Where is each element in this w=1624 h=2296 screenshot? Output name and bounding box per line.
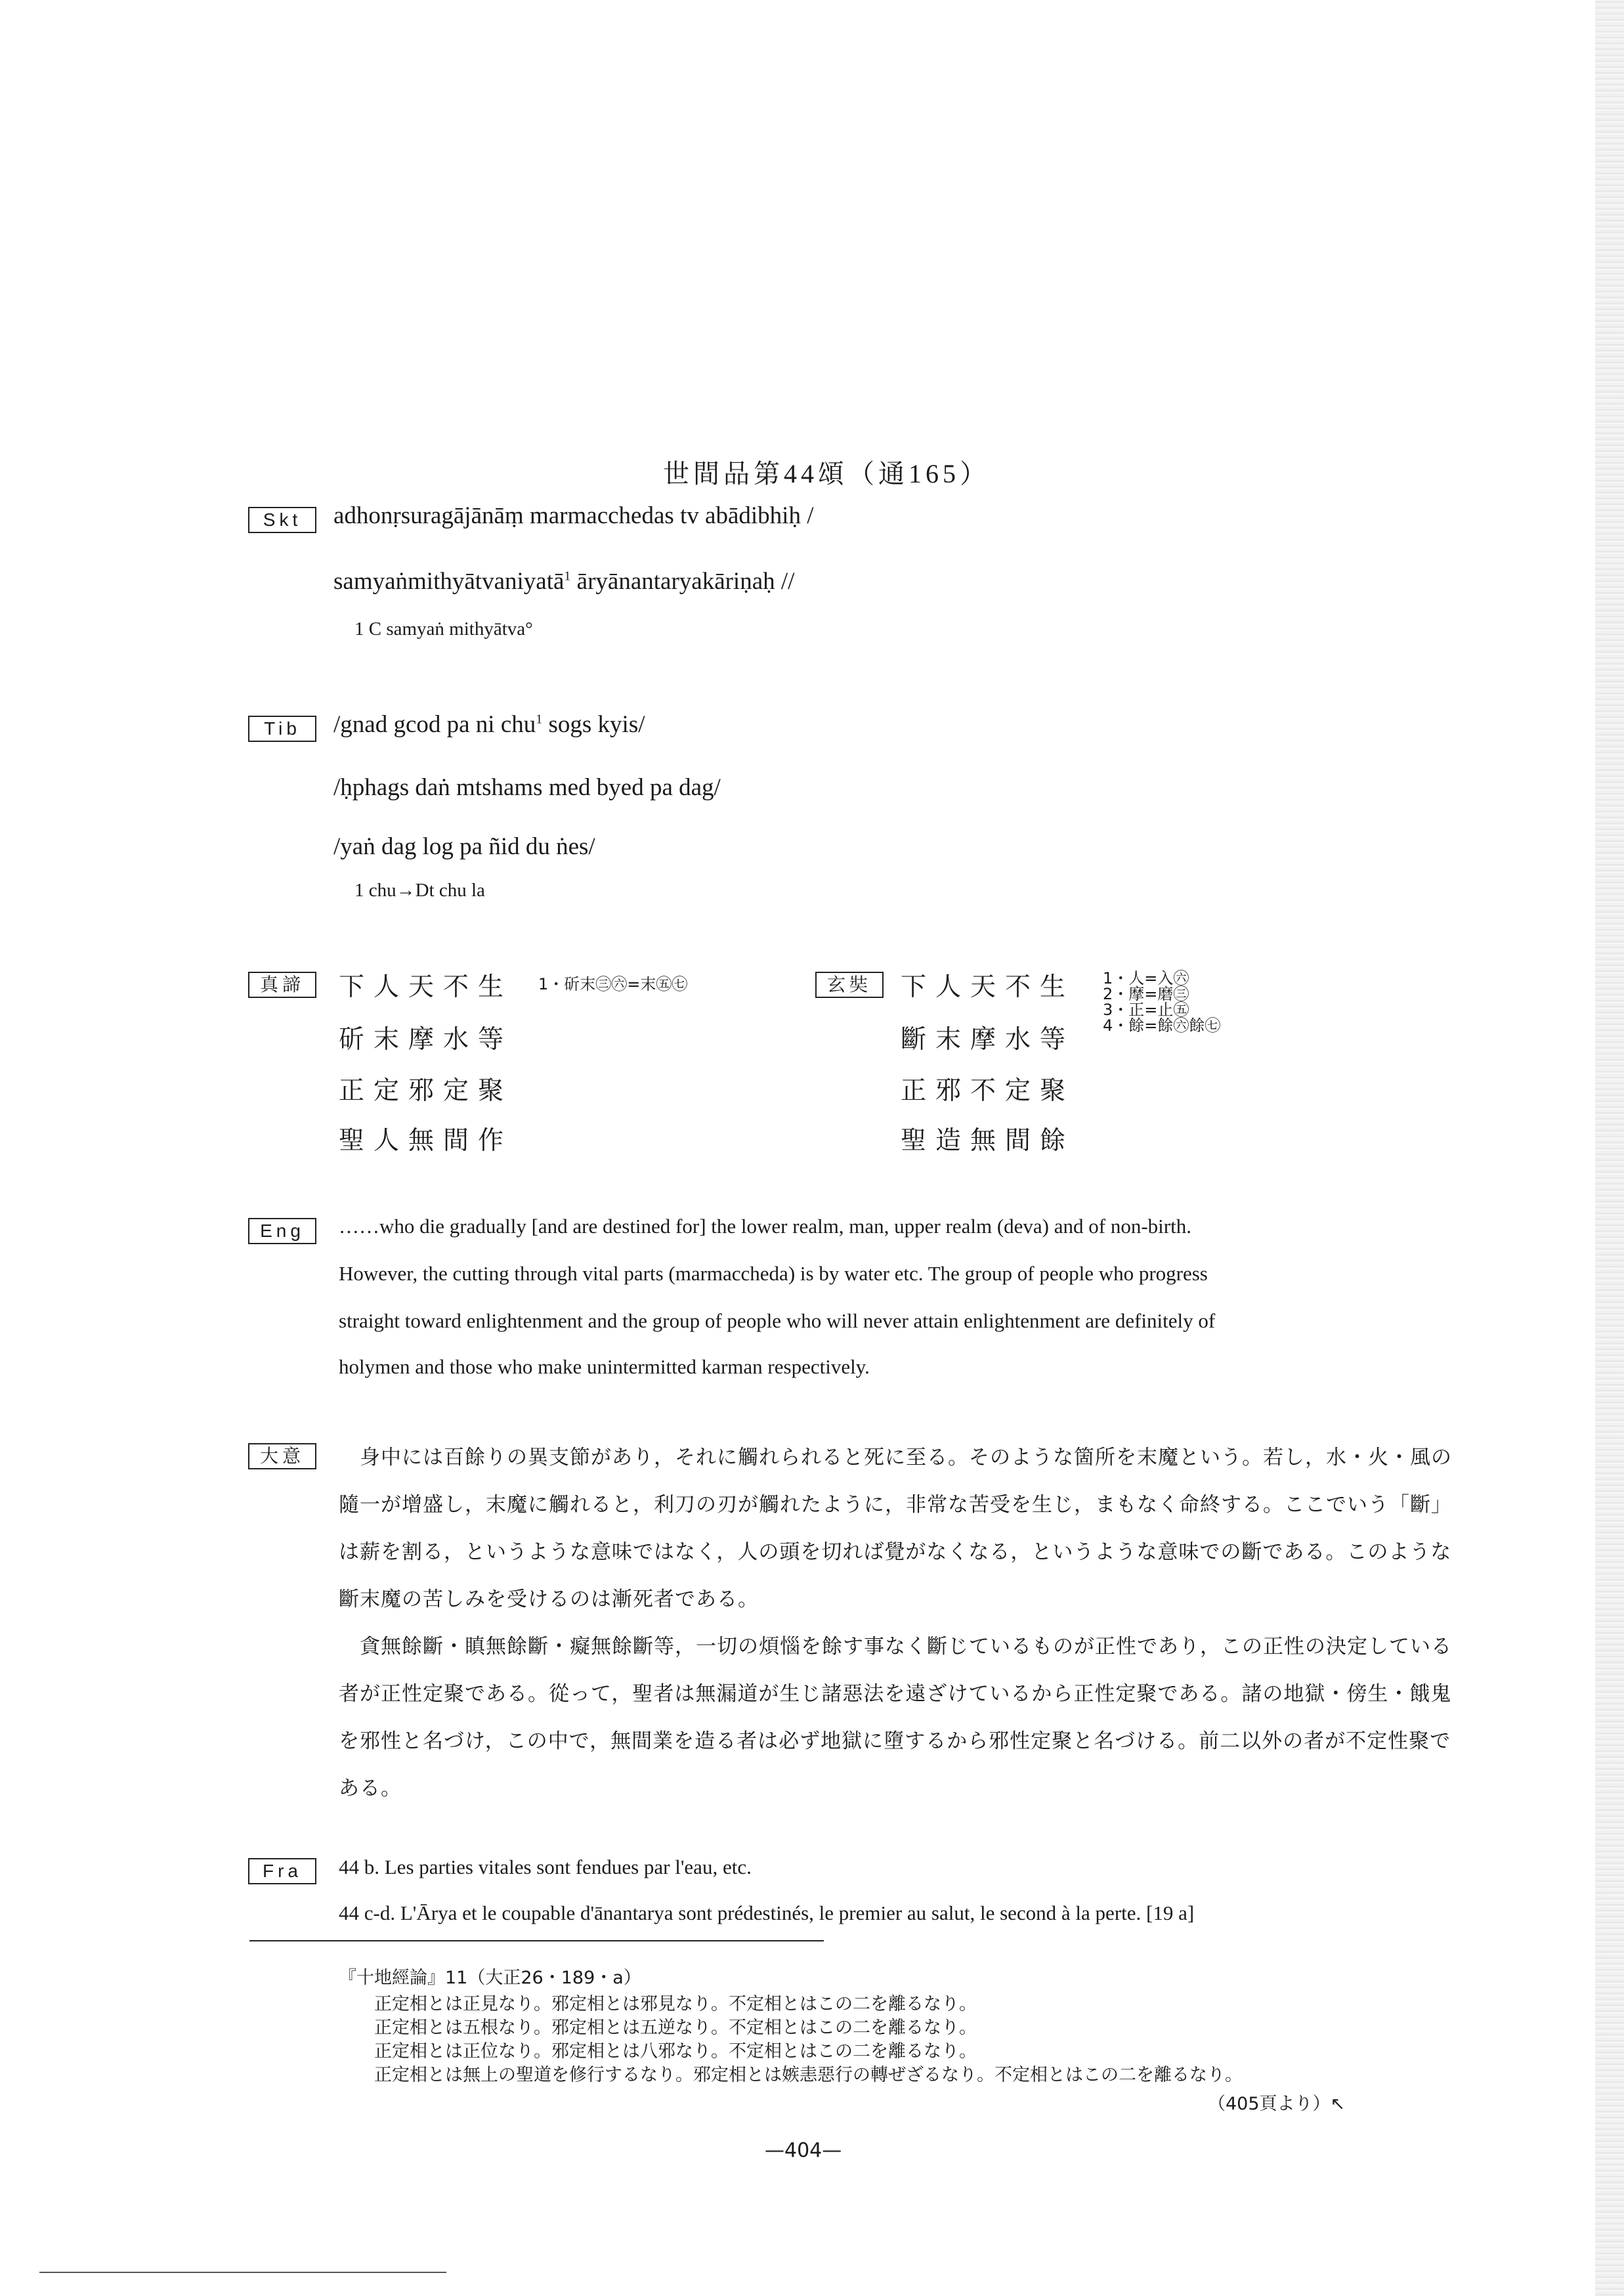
- footnote-line-4: 正定相とは無上の聖道を修行するなり。邪定相とは嫉恚惡行の轉ぜざるなり。不定相とはこの二を離るなり。: [374, 2065, 1243, 2085]
- scan-edge-noise: [1595, 0, 1624, 2296]
- taii-line-8: ある。: [339, 1777, 402, 1800]
- xuan-line-2: 斷末摩水等: [901, 1025, 1075, 1054]
- tib-line-3: /yaṅ dag log pa ñid du ṅes/: [333, 833, 595, 860]
- taii-line-4: 斷末魔の苦しみを受けるのは漸死者である。: [339, 1588, 759, 1611]
- eng-line-1: ……who die gradually [and are destined for] the lower realm, man, upper realm (deva) and of non-birth.: [339, 1215, 1191, 1238]
- xuan-variant-note-1: 1・人=入㊅: [1103, 969, 1189, 987]
- tag-tib: Tib: [248, 716, 316, 742]
- eng-line-3: straight toward enlightenment and the group of people who will never attain enlightenment are definitely of: [339, 1309, 1216, 1332]
- eng-line-2: However, the cutting through vital parts (marmaccheda) is by water etc. The group of people who progress: [339, 1262, 1208, 1285]
- tag-skt: Skt: [248, 507, 316, 533]
- skt-line-2-sup: 1: [564, 569, 571, 584]
- tag-xuan: 玄奘: [815, 972, 884, 998]
- bottom-scan-line: [39, 2272, 446, 2273]
- zhen-line-1: 下人天不生: [339, 972, 513, 1002]
- taii-line-2: 隨一が增盛し，末魔に觸れると，利刀の刃が觸れたように，非常な苦受を生じ，まもなく命終する。ここでいう「斷」: [339, 1493, 1452, 1517]
- tib-line-1-b: sogs kyis/: [542, 711, 645, 738]
- footnote-line-3: 正定相とは正位なり。邪定相とは八邪なり。不定相とはこの二を離るなり。: [374, 2041, 977, 2062]
- xuan-line-1: 下人天不生: [901, 972, 1075, 1002]
- footnote-continuation: （405頁より）↖: [1208, 2094, 1346, 2114]
- xuan-variant-note-4: 4・餘=餘㊅餘㊆: [1103, 1016, 1221, 1035]
- taii-line-5: 貪無餘斷・瞋無餘斷・癡無餘斷等，一切の煩惱を餘す事なく斷じているものが正性であり，この正性の決定している: [360, 1635, 1452, 1658]
- footnote-source: 『十地經論』11（大正26・189・a）: [339, 1968, 641, 1988]
- zhen-line-4: 聖人無間作: [339, 1126, 513, 1156]
- fra-line-2: 44 c-d. L'Ārya et le coupable d'ānantarya sont prédestinés, le premier au salut, le second à la perte. [19 a]: [339, 1901, 1195, 1924]
- tag-taii: 大意: [248, 1443, 316, 1469]
- tag-eng: Eng: [248, 1218, 316, 1244]
- xuan-line-3: 正邪不定聚: [901, 1076, 1075, 1106]
- footnote-rule: [249, 1940, 824, 1941]
- taii-line-1: 身中には百餘りの異支節があり，それに觸れられると死に至る。そのような箇所を末魔という。若し，水・火・風の: [360, 1446, 1452, 1469]
- tag-zhen: 真諦: [248, 972, 316, 998]
- taii-line-7: を邪性と名づけ，この中で，無間業を造る者は必ず地獄に墮するから邪性定聚と名づける。前二以外の者が不定性聚で: [339, 1729, 1451, 1753]
- verse-heading: 世間品第44頌（通165）: [663, 459, 990, 488]
- skt-line-2-rest: āryānantaryakāriṇaḥ //: [570, 568, 795, 595]
- skt-line-2: [333, 567, 794, 596]
- tib-line-2: /ḥphags daṅ mtshams med byed pa dag/: [333, 774, 721, 801]
- taii-line-3: は薪を割る，というような意味ではなく，人の頭を切れば覺がなくなる，というような意味での斷である。このような: [339, 1540, 1452, 1564]
- fra-line-1: 44 b. Les parties vitales sont fendues par l'eau, etc.: [339, 1855, 752, 1878]
- skt-line-1: adhonṛsuragājānāṃ marmacchedas tv abādibhiḥ /: [333, 502, 814, 529]
- zhen-line-3: 正定邪定聚: [339, 1076, 513, 1106]
- tib-line-1-sup: 1: [536, 712, 543, 727]
- skt-line-2-main: samyaṅmithyātvaniyatā: [333, 568, 565, 595]
- xuan-variant-note-3: 3・正=止㊄: [1103, 1001, 1189, 1019]
- tag-fra: Fra: [248, 1858, 316, 1884]
- tib-line-1: [333, 710, 645, 739]
- eng-line-4: holymen and those who make unintermitted karman respectively.: [339, 1355, 870, 1378]
- footnote-line-1: 正定相とは正見なり。邪定相とは邪見なり。不定相とはこの二を離るなり。: [374, 1994, 977, 2014]
- tib-variant-note: 1 chu→Dt chu la: [354, 880, 485, 901]
- zhen-line-2: 斫末摩水等: [339, 1025, 513, 1054]
- skt-variant-note: 1 C samyaṅ mithyātva°: [354, 618, 533, 639]
- zhen-variant-note: 1・斫末㊂㊅=末㊄㊆: [538, 975, 688, 993]
- taii-line-6: 者が正性定聚である。從って，聖者は無漏道が生じ諸惡法を遠ざけているから正性定聚である。諸の地獄・傍生・餓鬼: [339, 1682, 1452, 1706]
- tib-line-1-a: /gnad gcod pa ni chu: [333, 711, 536, 738]
- footnote-line-2: 正定相とは五根なり。邪定相とは五逆なり。不定相とはこの二を離るなり。: [374, 2018, 977, 2038]
- page-number: —404—: [765, 2139, 842, 2162]
- xuan-line-4: 聖造無間餘: [901, 1126, 1075, 1156]
- xuan-variant-note-2: 2・摩=磨㊂: [1103, 985, 1189, 1003]
